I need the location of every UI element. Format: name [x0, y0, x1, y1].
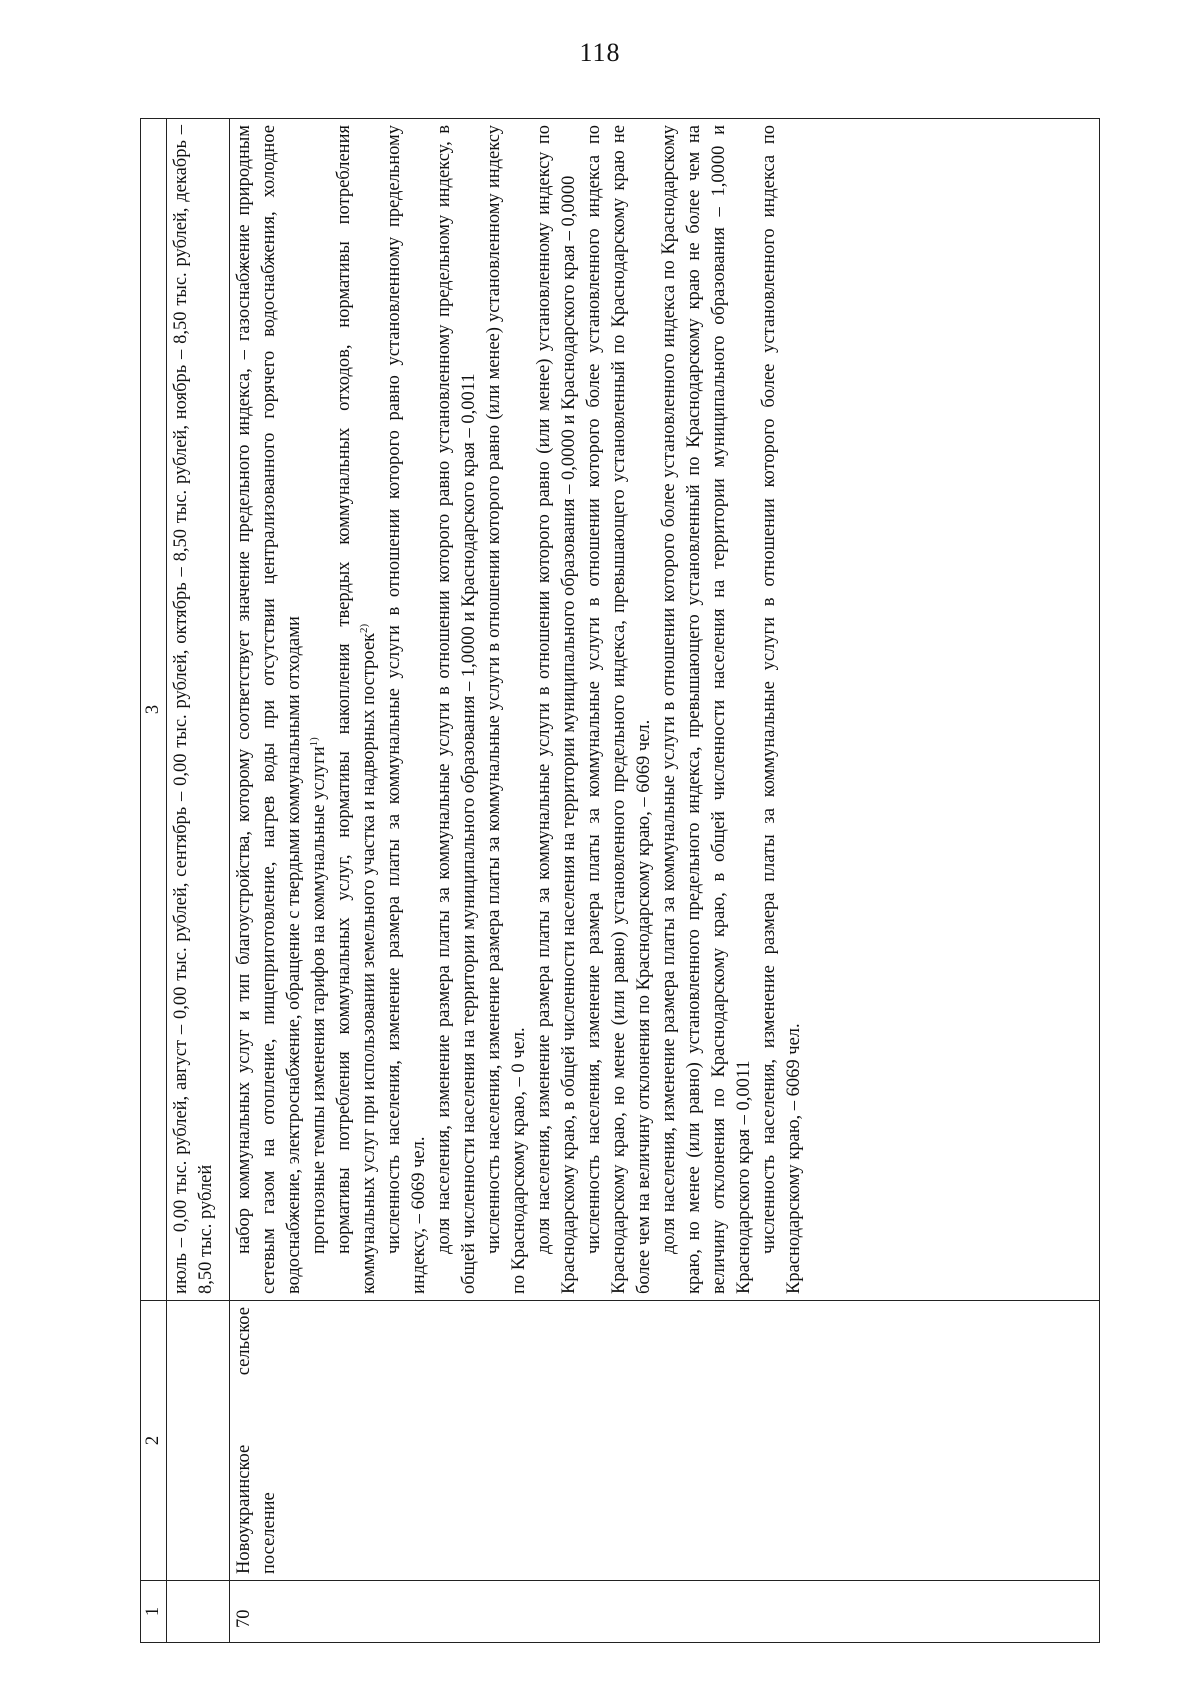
footnote-mark: 1) — [307, 737, 320, 747]
detail-paragraph-3: нормативы потребления коммунальных услуг, нормативы накопления твердых коммунальных отходов, нормативы потребления коммунальных услуг при использовании земельного участка и надворных построек$^{2)}$ — [334, 125, 379, 1294]
detail-paragraph-2: прогнозные темпы изменения тарифов на коммунальные услуги$^{1)}$ — [307, 737, 329, 1254]
header-col-2: 2 — [141, 1301, 167, 1581]
continuation-col-1 — [167, 1581, 230, 1643]
footnote-mark: 2) — [357, 623, 370, 633]
page-number: 118 — [579, 38, 621, 67]
continuation-text — [167, 119, 230, 1301]
row-details — [230, 119, 1100, 1301]
continuation-row — [167, 119, 230, 1643]
detail-paragraph-9: доля населения, изменение размера платы за коммунальные услуги в отношении которого более установленного индекса по Краснодарскому краю, но менее (или равно) установленного предельного индекса, превышающего установленный по Краснодарскому краю не более чем на величину отклонения по Краснодарскому краю, в общей численности населения на территории муниципального образования – 1,0000 и Краснодарского края – 0,0011 — [659, 125, 754, 1294]
header-col-1: 1 — [141, 1581, 167, 1643]
rotated-table-container — [140, 118, 1100, 1643]
detail-paragraph-7: доля населения, изменение размера платы за коммунальные услуги в отношении которого равно (или менее) установленному индексу по Краснодарскому краю, в общей численности населения на территории муниципального образования – 0,0000 и Краснодарского края – 0,0000 — [534, 125, 579, 1294]
detail-paragraph-8: численность населения, изменение размера платы за коммунальные услуги в отношении которого более установленного индекса по Краснодарскому краю, но менее (или равно) установленного предельного индекса, превышающего установленный по Краснодарскому краю не более чем на величину отклонения по Краснодарскому краю, – 6069 чел. — [584, 125, 654, 1294]
data-table — [140, 118, 1100, 1643]
continuation-paragraph: июль – 0,00 тыс. рублей, август – 0,00 тыс. рублей, сентябрь – 0,00 тыс. рублей, октябрь – 8,50 тыс. рублей, ноябрь – 8,50 тыс. рублей, декабрь – 8,50 тыс. рублей — [171, 125, 216, 1294]
table-row — [230, 119, 1100, 1643]
detail-paragraph-10: численность населения, изменение размера платы за коммунальные услуги в отношении которого более установленного индекса по Краснодарскому краю, – 6069 чел. — [759, 125, 804, 1294]
continuation-col-2 — [167, 1301, 230, 1581]
row-number: 70 — [230, 1581, 1100, 1643]
table-header-row — [141, 119, 167, 1643]
detail-paragraph-1: набор коммунальных услуг и тип благоустройства, которому соответствует значение предельного индекса, – газоснабжение природным сетевым газом на отопление, пищеприготовление, нагрев воды при отсутствии централизованного горячего водоснабжения, холодное водоснабжение, электроснабжение, обращение с твердыми коммунальными отходами — [234, 125, 304, 1294]
detail-paragraph-4: численность населения, изменение размера платы за коммунальные услуги в отношении которого равно установленному предельному индексу, – 6069 чел. — [384, 125, 429, 1294]
detail-paragraph-5: доля населения, изменение размера платы за коммунальные услуги в отношении которого равно установленному предельному индексу, в общей численности населения на территории муниципального образования – 1,0000 и Краснодарского края – 0,0011 — [434, 125, 479, 1294]
header-col-3: 3 — [141, 119, 167, 1301]
detail-paragraph-6: численность населения, изменение размера платы за коммунальные услуги в отношении которого равно (или менее) установленному индексу по Краснодарскому краю, – 0 чел. — [484, 125, 529, 1294]
municipality-name: Новоукраинское сельское поселение — [230, 1301, 1100, 1581]
